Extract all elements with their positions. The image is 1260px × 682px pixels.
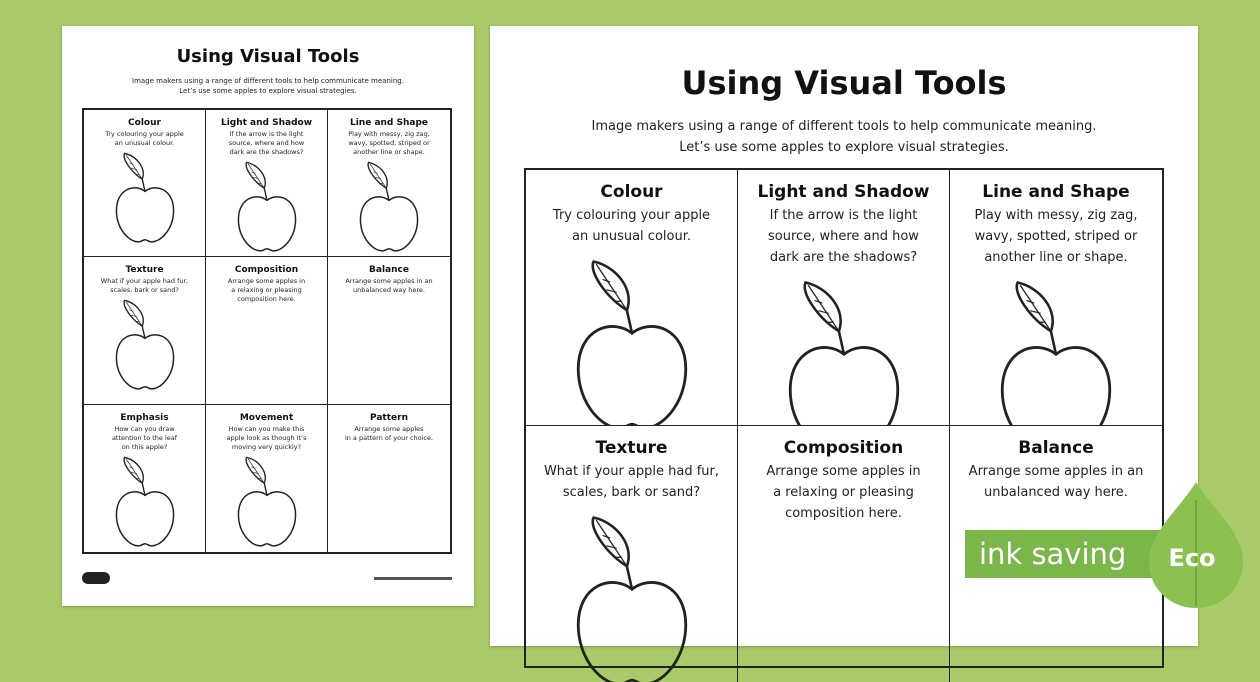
- instruction-line: dark are the shadows?: [229, 148, 304, 156]
- instruction-line: on this apple?: [121, 442, 168, 451]
- activity-title: Line and Shape: [982, 182, 1130, 202]
- ink-saving-label: ink saving: [965, 530, 1175, 578]
- activity-cell: [84, 257, 206, 404]
- activity-cell: [84, 405, 206, 552]
- instruction-line: a relaxing or pleasing: [231, 286, 302, 295]
- activity-cell: [328, 110, 450, 257]
- activity-cell: [738, 170, 950, 426]
- ink-saving-badge: [965, 480, 1247, 610]
- instruction-line: source, where and how: [768, 229, 919, 244]
- activity-instructions: [94, 130, 195, 148]
- instruction-line: composition here.: [785, 506, 902, 521]
- activity-title: Light and Shadow: [757, 182, 930, 202]
- activity-title: Line and Shape: [349, 118, 429, 128]
- intro-line-1: Image makers using a range of different tools to help communicate meaning.: [591, 119, 1097, 134]
- worksheet-title: Using Visual Tools: [176, 46, 360, 67]
- instruction-line: moving very quickly?: [231, 442, 302, 451]
- instruction-line: apple look as though it’s: [226, 433, 307, 442]
- apple-outline-icon: [111, 152, 179, 247]
- eco-label: Eco: [1168, 544, 1216, 572]
- apple-outline-icon: [111, 299, 179, 394]
- activity-instructions: [338, 277, 440, 295]
- activity-title: Movement: [239, 412, 294, 423]
- instruction-line: Play with messy, zig zag,: [974, 208, 1138, 223]
- activity-cell: [526, 426, 738, 682]
- instruction-line: Arrange some apples in: [227, 277, 306, 286]
- instruction-line: an unusual colour.: [114, 139, 175, 147]
- activity-instructions: [748, 461, 939, 524]
- activity-title: Colour: [128, 118, 161, 128]
- instruction-line: Try colouring your apple: [552, 208, 711, 223]
- activity-title: Emphasis: [120, 412, 169, 423]
- instruction-line: unbalanced way here.: [984, 485, 1128, 500]
- instruction-line: composition here.: [237, 295, 296, 304]
- instruction-line: If the arrow is the light: [229, 130, 304, 138]
- intro-line-1: Image makers using a range of different tools to help communicate meaning.: [132, 77, 404, 85]
- activity-title: Composition: [234, 265, 299, 276]
- activity-instructions: [94, 425, 195, 452]
- activity-title: Texture: [595, 438, 668, 458]
- instruction-line: What if your apple had fur,: [543, 464, 720, 479]
- worksheet-intro: [62, 76, 474, 96]
- instruction-line: another line or shape.: [353, 148, 425, 156]
- instruction-line: source, where and how: [228, 139, 305, 147]
- activity-cell: [950, 170, 1162, 426]
- instruction-line: scales, bark or sand?: [562, 485, 701, 500]
- intro-line-2: Let’s use some apples to explore visual strategies.: [179, 87, 357, 95]
- apple-outline-icon: [780, 280, 908, 426]
- instruction-line: an unusual colour.: [572, 229, 691, 244]
- apple-outline-icon: [233, 161, 301, 256]
- instruction-line: unbalanced way here.: [353, 286, 425, 295]
- activity-instructions: [94, 277, 195, 295]
- activity-instructions: [216, 277, 317, 304]
- instruction-line: scales, bark or sand?: [110, 286, 179, 295]
- worksheet-intro: [490, 116, 1198, 158]
- instruction-line: a relaxing or pleasing: [773, 485, 914, 500]
- activity-title: Texture: [125, 265, 164, 276]
- instruction-line: If the arrow is the light: [769, 208, 918, 223]
- apple-outline-icon: [355, 161, 423, 256]
- instruction-line: wavy, spotted, striped or: [348, 139, 430, 147]
- instruction-line: another line or shape.: [984, 250, 1128, 265]
- instruction-line: in a pattern of your choice.: [344, 433, 434, 442]
- activity-cell: [526, 170, 738, 426]
- activity-instructions: [338, 425, 440, 443]
- activity-cell: [206, 110, 328, 257]
- instruction-line: How can you make this: [228, 424, 305, 433]
- publisher-logo: [82, 572, 110, 584]
- footer-url-mark: [374, 577, 452, 580]
- activity-instructions: [536, 205, 727, 247]
- activity-cell: [206, 405, 328, 552]
- worksheet-preview-small: [62, 26, 474, 606]
- activity-grid: [82, 108, 452, 554]
- activity-title: Composition: [783, 438, 904, 458]
- apple-outline-icon: [992, 280, 1120, 426]
- instruction-line: dark are the shadows?: [769, 250, 918, 265]
- activity-instructions: [338, 130, 440, 157]
- apple-outline-icon: [233, 456, 301, 551]
- instruction-line: Arrange some apples in: [766, 464, 921, 479]
- instruction-line: How can you draw: [114, 424, 175, 433]
- activity-title: Balance: [1018, 438, 1094, 458]
- activity-cell: [84, 110, 206, 257]
- instruction-line: Play with messy, zig zag,: [348, 130, 430, 138]
- worksheet-title: Using Visual Tools: [681, 64, 1007, 102]
- activity-cell: [328, 405, 450, 552]
- instruction-line: Arrange some apples in an: [345, 277, 433, 286]
- activity-title: Balance: [369, 265, 409, 276]
- activity-cell: [738, 426, 950, 682]
- instruction-line: Arrange some apples in an: [968, 464, 1144, 479]
- instruction-line: Arrange some apples: [354, 424, 424, 433]
- activity-title: Colour: [600, 182, 663, 202]
- instruction-line: attention to the leaf: [111, 433, 178, 442]
- apple-outline-icon: [568, 259, 696, 426]
- activity-instructions: [536, 461, 727, 503]
- instruction-line: Try colouring your apple: [105, 130, 184, 138]
- intro-line-2: Let’s use some apples to explore visual strategies.: [679, 140, 1009, 155]
- activity-instructions: [960, 205, 1152, 268]
- activity-title: Light and Shadow: [220, 118, 313, 128]
- activity-instructions: [748, 205, 939, 268]
- activity-instructions: [216, 425, 317, 452]
- instruction-line: wavy, spotted, striped or: [974, 229, 1138, 244]
- instruction-line: What if your apple had fur,: [100, 277, 189, 286]
- apple-outline-icon: [568, 515, 696, 682]
- activity-instructions: [216, 130, 317, 157]
- activity-cell: [328, 257, 450, 404]
- apple-outline-icon: [111, 456, 179, 551]
- activity-title: Pattern: [370, 412, 408, 423]
- activity-cell: [206, 257, 328, 404]
